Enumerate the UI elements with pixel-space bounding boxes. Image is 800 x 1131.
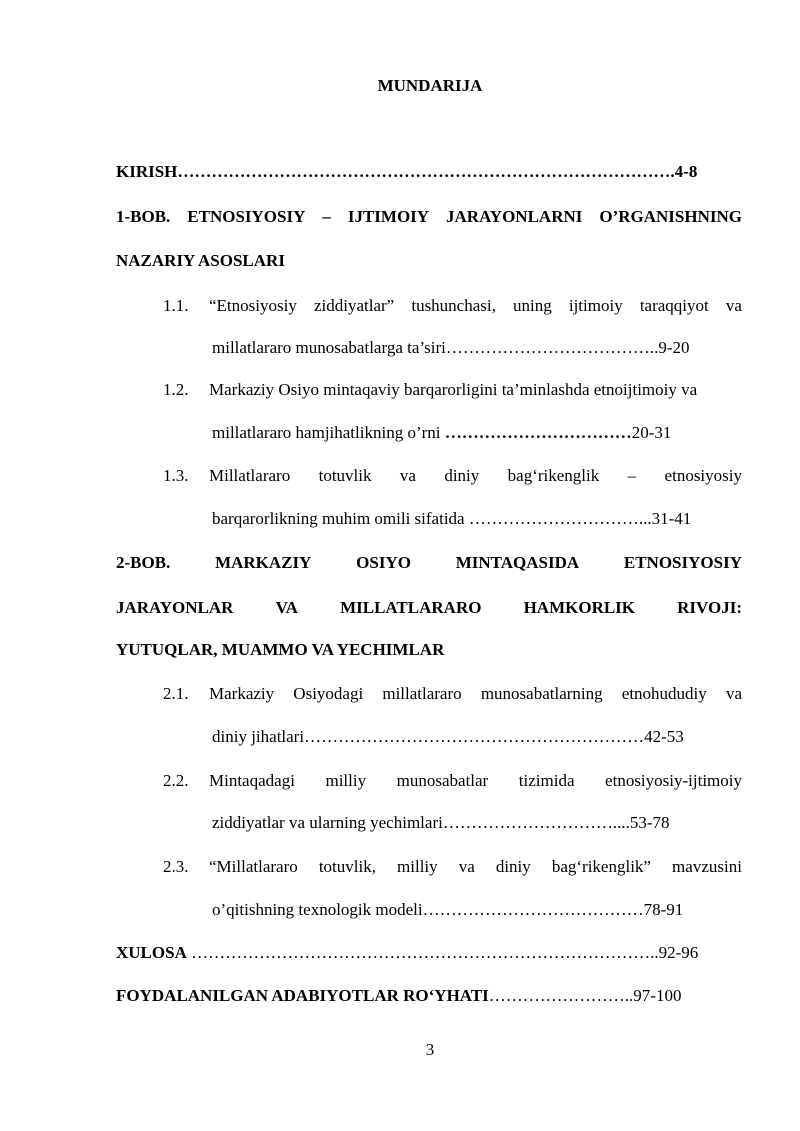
title-word: Markaziy <box>209 684 275 703</box>
title-text: barqarorlikning muhim omili sifatida <box>212 509 465 528</box>
heading-word: ETNOSIYOSIY <box>623 553 742 572</box>
leader-dots: ………………………….... <box>442 813 630 832</box>
title-word: etnosiyosiy-ijtimoiy <box>605 771 742 790</box>
chapter-1-heading-line-2: NAZARIY ASOSLARI <box>116 251 285 270</box>
leader-dots: …………………………... <box>468 509 652 528</box>
title-word: uning <box>513 296 552 315</box>
section-1-1-title-line-1 <box>209 296 742 316</box>
page-range: 97-100 <box>633 986 682 1005</box>
title-word: milliy <box>325 771 367 790</box>
heading-word: IJTIMOIY <box>347 207 430 226</box>
section-2-2-title-line-1 <box>209 771 742 791</box>
leader-dots: ………………………………… <box>422 900 644 919</box>
toc-entry-xulosa <box>116 943 698 963</box>
page-range: 53-78 <box>629 813 670 832</box>
heading-word: O’RGANISHNING <box>599 207 742 226</box>
leader-dots: …………………….. <box>488 986 634 1005</box>
section-number: 2.2. <box>163 771 189 790</box>
leader-dots: ……………………………………………………………………….. <box>191 943 659 962</box>
title-word: tizimida <box>518 771 575 790</box>
title-word: bag‘rikenglik <box>507 466 600 485</box>
section-2-2-title-line-2 <box>212 813 670 833</box>
heading-word: 1-BOB. <box>116 207 171 226</box>
section-1-3-title-line-2 <box>212 509 691 529</box>
entry-title: FOYDALANILGAN ADABIYOTLAR RO‘YHATI <box>116 986 489 1005</box>
title-word: “Millatlararo <box>209 857 298 876</box>
page-range: 9-20 <box>658 338 690 357</box>
toc-entry-references <box>116 986 681 1006</box>
title-word: va <box>725 296 742 315</box>
title-word: munosabatlar <box>396 771 489 790</box>
leader-dots: ……………………………………………………………………………. <box>177 162 675 181</box>
title-word: va <box>399 466 416 485</box>
heading-word: MINTAQASIDA <box>455 553 580 572</box>
heading-word: JARAYONLAR <box>116 598 234 617</box>
page-range: 42-53 <box>644 727 684 746</box>
section-number: 1.3. <box>163 466 189 485</box>
title-word: diniy <box>495 857 531 876</box>
title-text: millatlararo hamjihatlikning o’rni <box>212 423 441 442</box>
page-range: 31-41 <box>651 509 692 528</box>
heading-word: RIVOJI: <box>677 598 742 617</box>
title-word: etnohududiy <box>621 684 707 703</box>
title-word: tushunchasi, <box>411 296 496 315</box>
chapter-2-heading-line-2 <box>116 598 742 618</box>
section-1-3-title-line-1 <box>209 466 742 486</box>
title-word: Mintaqadagi <box>209 771 295 790</box>
title-word: ziddiyatlar” <box>313 296 395 315</box>
section-1-2-title-line-1: Markaziy Osiyo mintaqaviy barqarorligini ta’minlashda etnoijtimoiy va <box>209 380 698 399</box>
title-word: totuvlik, <box>318 857 376 876</box>
leader-dots: ……………………………….. <box>445 338 659 357</box>
entry-title: KIRISH <box>116 162 178 181</box>
page-range: 4-8 <box>674 162 698 181</box>
title-word: bag‘rikenglik” <box>551 857 651 876</box>
title-word: diniy <box>444 466 480 485</box>
title-word: millatlararo <box>382 684 462 703</box>
section-number: 1.2. <box>163 380 189 399</box>
entry-title: XULOSA <box>116 943 187 962</box>
section-2-3-title-line-1 <box>209 857 742 877</box>
heading-word: – <box>322 207 331 226</box>
leader-dots: …………………………… <box>444 423 632 442</box>
title-word: va <box>725 684 742 703</box>
section-2-3-title-line-2 <box>212 900 683 920</box>
heading-word: OSIYO <box>356 553 411 572</box>
page-range: 78-91 <box>643 900 684 919</box>
title-word: ijtimoiy <box>568 296 623 315</box>
toc-heading: MUNDARIJA <box>377 76 483 95</box>
section-1-2-title-line-2 <box>212 423 671 443</box>
section-2-1-title-line-1 <box>209 684 742 704</box>
heading-word: MILLATLARARO <box>340 598 482 617</box>
title-text: ziddiyatlar va ularning yechimlari <box>212 813 443 832</box>
heading-word: VA <box>275 598 298 617</box>
heading-word: 2-BOB. <box>116 553 171 572</box>
heading-word: HAMKORLIK <box>523 598 636 617</box>
chapter-2-heading-line-3: YUTUQLAR, MUAMMO VA YECHIMLAR <box>116 640 445 659</box>
title-word: milliy <box>397 857 438 876</box>
toc-entry-kirish <box>116 162 697 182</box>
page-range: 92-96 <box>658 943 699 962</box>
title-word: – <box>627 466 637 485</box>
title-word: munosabatlarning <box>480 684 603 703</box>
title-word: va <box>458 857 475 876</box>
heading-word: ETNOSIYOSIY <box>187 207 306 226</box>
section-number: 2.1. <box>163 684 189 703</box>
title-word: mavzusini <box>672 857 742 876</box>
section-number: 2.3. <box>163 857 189 876</box>
chapter-1-heading-line-1 <box>116 207 742 227</box>
title-word: totuvlik <box>318 466 372 485</box>
leader-dots: …………………………………………………… <box>304 727 645 746</box>
title-word: taraqqiyot <box>639 296 709 315</box>
page-range: 20-31 <box>631 423 672 442</box>
title-word: Osiyodagi <box>293 684 364 703</box>
title-word: “Etnosiyosiy <box>209 296 297 315</box>
section-number: 1.1. <box>163 296 189 315</box>
heading-word: MARKAZIY <box>215 553 312 572</box>
title-word: etnosiyosiy <box>664 466 742 485</box>
section-2-1-title-line-2 <box>212 727 684 747</box>
title-text: diniy jihatlari <box>212 727 305 746</box>
title-text: o’qitishning texnologik modeli <box>212 900 423 919</box>
section-1-1-title-line-2 <box>212 338 690 358</box>
page-number: 3 <box>425 1040 435 1059</box>
title-word: Millatlararo <box>209 466 291 485</box>
title-text: millatlararo munosabatlarga ta’siri <box>212 338 446 357</box>
chapter-2-heading-line-1 <box>116 553 742 573</box>
heading-word: JARAYONLARNI <box>446 207 583 226</box>
